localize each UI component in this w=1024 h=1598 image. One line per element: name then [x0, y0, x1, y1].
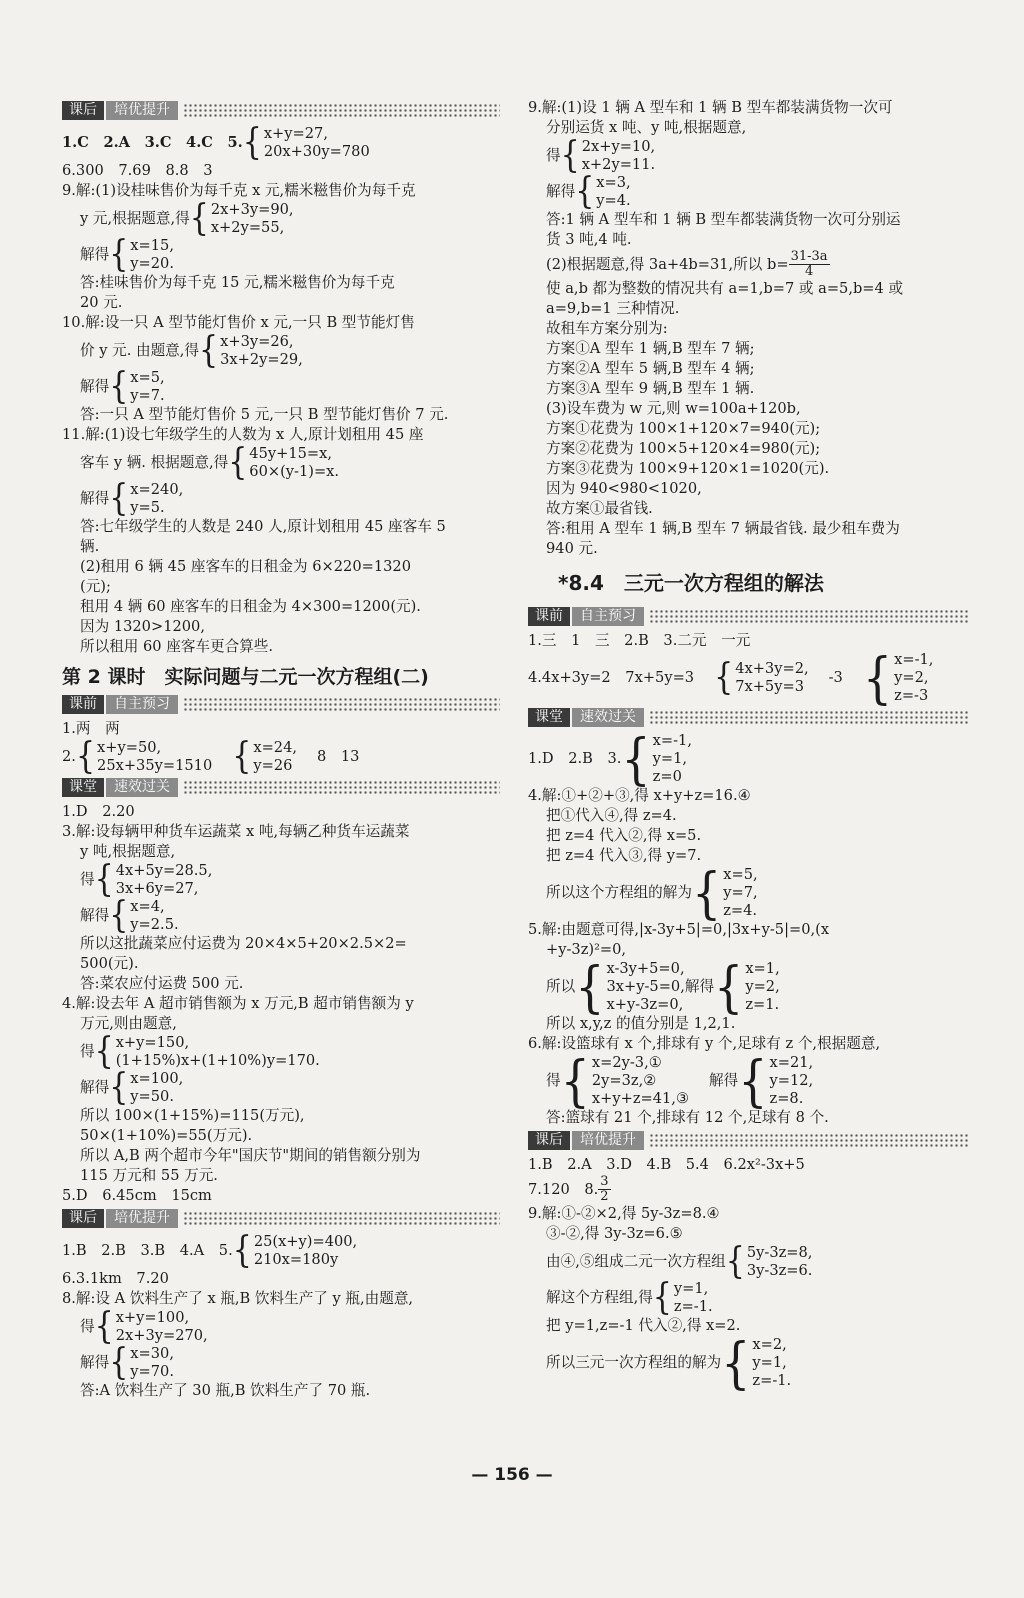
fraction: $\frac{3}{2}$ [600, 1174, 609, 1204]
question-9: 9.解:(1)设桂味售价为每千克 x 元,糯米糍售价为每千克 [62, 182, 416, 199]
answer-line: y 元,根据题意,得 { 2x+3y=90, x+2y=55, [80, 197, 294, 240]
solution-system: { x=15, y=20. [109, 233, 174, 276]
equation-system: { x+3y=26, 3x+2y=29, [199, 329, 303, 372]
solution-system: { x=3, y=4. [575, 170, 631, 213]
answer-line: 解得 { x=15, y=20. [80, 233, 174, 276]
section-title: 第 2 课时 实际问题与二元一次方程组(二) [62, 666, 429, 688]
equation-system: { 2x+y=10, x+2y=11. [560, 134, 656, 177]
solution-system: { x=4, y=2.5. [109, 894, 179, 937]
equation-system: { x=2y-3,① 2y=3z,② x+y+z=41,③ [560, 1048, 690, 1114]
solution-system: { x=30, y=70. [109, 1341, 174, 1384]
solution-system: { x=-1, y=2, z=-3 [862, 645, 934, 711]
section-header-classroom: 课堂 速效过关 [62, 778, 500, 797]
header-title: 培优提升 [106, 101, 178, 120]
answer-line: 6.300 7.69 8.8 3 [62, 162, 213, 179]
solution-system: { x=100, y=50. [109, 1066, 184, 1109]
equation-system: { 5y-3z=8, 3y-3z=6. [725, 1240, 813, 1283]
equation-system: { x-3y+5=0, 3x+y-5=0, x+y-3z=0, [575, 954, 685, 1020]
equation-system: { x+y=150, (1+15%)x+(1+10%)y=170. [94, 1030, 320, 1073]
section-header-after-class [62, 101, 500, 120]
solution-system: { x=5, y=7, z=4. [691, 860, 758, 926]
section-title: *8.4 三元一次方程组的解法 [558, 571, 824, 595]
question-9: 9.解:(1)设 1 辆 A 型车和 1 辆 B 型车都装满货物一次可 [528, 99, 893, 116]
right-column: 9.解:(1)设 1 辆 A 型车和 1 辆 B 型车都装满货物一次可 分别运货 x 吨、y 吨,根据题意, 得 { 2x+y=10, x+2y=11. 解得 { x=3, y=4. 答:1 辆 A 型车和 1 辆 B 型车都装满货物一次可分别运 货 3 吨,4 吨. (2)根据题意,得 3a+4b=31,所以 b= $\frac{31-3a}{4}$ 使 a,b 都为整数的情况共有 a=1,b=7 或 a=5,b=4 或 a=9,b=1 三种情况. 故租车方案分别为: 方案①A 型车 1 辆,B 型车 7 辆; 方案②A 型车 5 辆,B 型车 4 辆; 方案③A 型车 9 辆,B 型车 1 辆. (3)设车费为 w 元,则 w=100a+120b, 方案①花费为 100×1+120×7=940(元); 方案②花费为 100×5+120×4=980(元); 方案③花费为 100×9+120×1=1020(元). 因为 940<980<1020, 故方案①最省钱. 答:租用 A 型车 1 辆,B 型车 7 辆最省钱. 最少租车费为 940 元. *8.4 三元一次方程组的解法 课前 自主预习 1.三 1 三 2.B 3.二元 一元 4.4x+3y=2 7x+5y=3 { 4x+3y=2, 7x+5y=3 -3 { x=-1, y=2, z=-3 课堂 速效过关 1.D 2.B 3. { x=-1, y=1, z=0 4.解:①+②+③,得 x+y+z=16.④ 把①代入④,得 z=4. 把 z=4 代入②,得 x=5. 把 z=4 代入③,得 y=7. 所以这个方程组的解为 { x=5, y=7, z=4. 5.解:由题意可得,|x-3y+5|=0,|3x+y-5|=0,(x +y-3z)²=0, 所以 { x-3y+5=0, 3x+y-5=0, x+y-3z=0, 解得 { x=1, y=2, z=1. 所以 x,y,z 的值分别是 1,2,1. 6.解:设篮球有 x 个,排球有 y 个,足球有 z 个,根据题意, 得 { x=2y-3,① 2y=3z,② x+y+z=41,③ 解得 { x=21, y=12, z=8. 答:篮球有 21 个,排球有 12 个,足球有 8 个. 课后 培优提升 1.B 2.A 3.D 4.B 5.4 6.2x²-3x+5 7.120 8. $\frac{3}{2}$ 9.解:①-②×2,得 5y-3z=8.④ ③-②,得 3y-3z=6.⑤ 由④,⑤组成二元一次方程组 { 5y-3z=8, 3y-3z=6. 解这个方程组,得 { y=1, z=-1. 把 y=1,z=-1 代入②,得 x=2. 所以三元一次方程组的解为 { x=2, y=1, z=-1. [528, 98, 968, 1390]
equation-system: { 4x+5y=28.5, 3x+6y=27, [94, 858, 213, 901]
section-header-preview: 课前 自主预习 [62, 695, 500, 714]
solution-system: { x=1, y=2, z=1. [714, 954, 780, 1020]
answer-line: 1.C 2.A 3.C 4.C 5. { x+y=27, 20x+30y=780 [62, 121, 370, 164]
section-header-after-class: 课后 培优提升 [528, 1131, 968, 1150]
section-header-preview: 课前 自主预习 [528, 607, 968, 626]
question-11: 11.解:(1)设七年级学生的人数为 x 人,原计划租用 45 座 [62, 426, 424, 443]
solution-system: { x=21, y=12, z=8. [738, 1048, 814, 1114]
solution-system: { x=240, y=5. [109, 477, 184, 520]
solution-system: { x=-1, y=1, z=0 [621, 726, 692, 792]
fraction: $\frac{31-3a}{4}$ [790, 249, 828, 279]
page-number: — 156 — [471, 1465, 553, 1485]
header-dots [183, 103, 500, 118]
header-tag: 课后 [62, 101, 104, 120]
equation-system: { x+y=50, 25x+35y=1510 [75, 735, 213, 778]
equation-system: { x+y=27, 20x+30y=780 [242, 121, 370, 164]
solution-system: { y=1, z=-1. [652, 1276, 713, 1319]
section-header-after-class-2: 课后 培优提升 [62, 1209, 500, 1228]
equation-system: { 4x+3y=2, 7x+5y=3 [714, 656, 809, 699]
equation-system: { 45y+15=x, 60×(y-1)=x. [228, 441, 340, 484]
solution-system: { x=24, y=26 [232, 735, 298, 778]
equation-system: { x+y=100, 2x+3y=270, [94, 1305, 208, 1348]
section-header-classroom: 课堂 速效过关 [528, 708, 968, 727]
question-10: 10.解:设一只 A 型节能灯售价 x 元,一只 B 型节能灯售 [62, 314, 415, 331]
left-column: 课后 培优提升 1.C 2.A 3.C 4.C 5. { x+y=27, 20x+30y=780 6.300 7.69 8.8 3 9.解:(1)设桂味售价为每千克 x 元,糯米糍售价为每千克 y 元,根据题意,得 { 2x+3y=90, x+2y=55, 解得 { x=15, y=20. 答:桂味售价为每千克 15 元,糯米糍售价为每千克 20 元. 10.解:设一只 A 型节能灯售价 x 元,一只 B 型节能灯售 价 y 元. 由题意,得 { x+3y=26, 3x+2y=29, 解得 { x=5, y=7. 答:一只 A 型节能灯售价 5 元,一只 B 型节能灯售价 7 元. 11.解:(1)设七年级学生的人数为 x 人,原计划租用 45 座 客车 y 辆. 根据题意,得 { 45y+15=x, 60×(y-1)=x. 解得 { x=240, y=5. 答:七年级学生的人数是 240 人,原计划租用 45 座客车 5 辆. (2)租用 6 辆 45 座客车的日租金为 6×220=1320 (元); 租用 4 辆 60 座客车的日租金为 4×300=1200(元). 因为 1320>1200, 所以租用 60 座客车更合算些. 第 2 课时 实际问题与二元一次方程组(二) 课前 自主预习 1.两 两 2. { x+y=50, 25x+35y=1510 { x=24, y=26 8 13 课堂 速效过关 1.D 2.20 3.解:设每辆甲种货车运蔬菜 x 吨,每辆乙种货车运蔬菜 y 吨,根据题意, 得 { 4x+5y=28.5, 3x+6y=27, 解得 { x=4, y=2.5. 所以这批蔬菜应付运费为 20×4×5+20×2.5×2= 500(元). 答:菜农应付运费 500 元. 4.解:设去年 A 超市销售额为 x 万元,B 超市销售额为 y 万元,则由题意, 得 { x+y=150, (1+15%)x+(1+10%)y=170. 解得 { x=100, y=50. 所以 100×(1+15%)=115(万元), 50×(1+10%)=55(万元). 所以 A,B 两个超市今年"国庆节"期间的销售额分别为 115 万元和 55 万元. 5.D 6.45cm 15cm 课后 培优提升 1.B 2.B 3.B 4.A 5. { 25(x+y)=400, 210x=180y 6.3.1km 7.20 8.解:设 A 饮料生产了 x 瓶,B 饮料生产了 y 瓶,由题意, 得 { x+y=100, 2x+3y=270, 解得 { x=30, y=70. 答:A 饮料生产了 30 瓶,B 饮料生产了 70 瓶. [62, 98, 500, 1401]
equation-system: { 2x+3y=90, x+2y=55, [189, 197, 294, 240]
solution-system: { x=2, y=1, z=-1. [721, 1330, 792, 1396]
equation-system: { 25(x+y)=400, 210x=180y [232, 1229, 358, 1272]
solution-system: { x=5, y=7. [109, 365, 165, 408]
